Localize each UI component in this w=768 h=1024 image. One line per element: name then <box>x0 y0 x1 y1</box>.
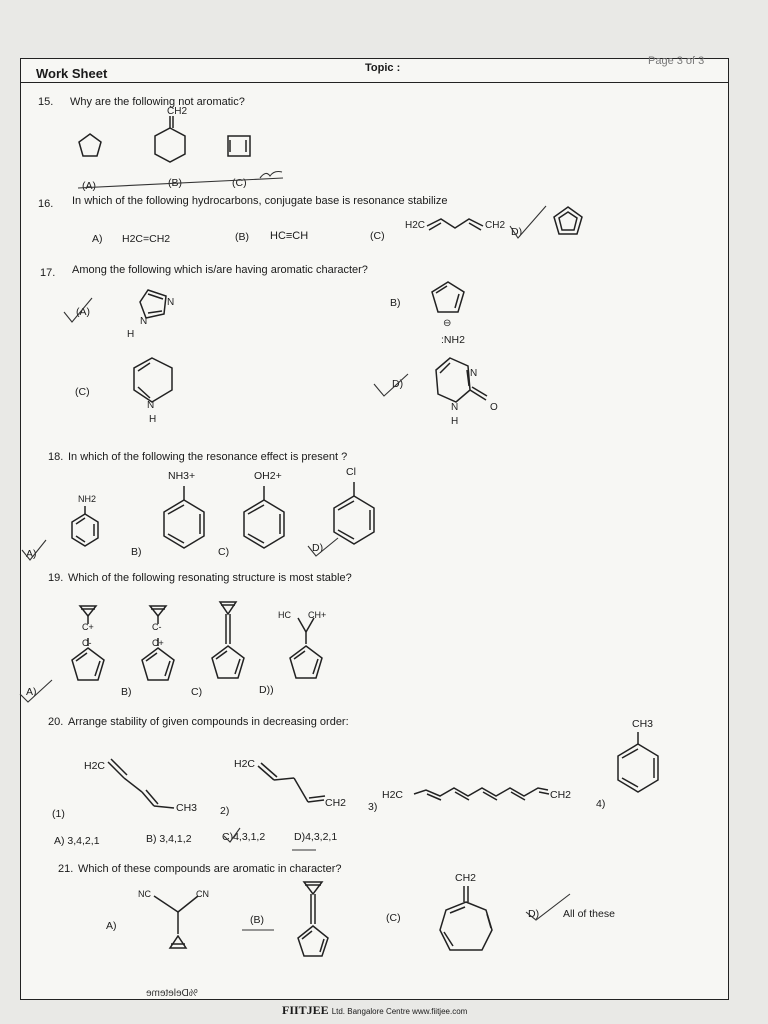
q17-b-cyclopentadienyl-anion <box>428 278 472 330</box>
q18-a-nh2: NH2 <box>78 494 97 504</box>
q20-opt-d[interactable]: D)4,3,2,1 <box>294 831 338 843</box>
q20-text: Arrange stability of given compounds in decreasing order: <box>68 716 349 728</box>
q18-opt-b[interactable]: B) <box>131 546 142 558</box>
page-number: Page 3 of 3 <box>648 55 705 67</box>
q20-label-3: 3) <box>368 801 378 813</box>
q17-c-h: H <box>149 414 157 425</box>
q16-c-right-label: CH2 <box>485 220 506 231</box>
q19-opt-b[interactable]: B) <box>121 686 132 698</box>
q17-d-check <box>372 370 412 400</box>
q15-ch2-label: CH2 <box>167 106 188 117</box>
q20-answer-marks <box>220 826 320 856</box>
q17-number: 17. <box>40 267 56 279</box>
q21-opt-b[interactable]: (B) <box>250 914 264 926</box>
q20-opt-c[interactable]: C)4,3,1,2 <box>222 831 266 843</box>
q16-opt-a[interactable]: A) <box>92 233 103 245</box>
q18-opt-a[interactable]: A) <box>26 548 37 560</box>
q21-d-text: All of these <box>563 908 615 920</box>
footer-text: Ltd. Bangalore Centre www.fiitjee.com <box>331 1007 468 1016</box>
q17-d-cytosine <box>424 350 504 426</box>
q17-b-minus: ⊖ <box>443 318 452 329</box>
q15-text: Why are the following not aromatic? <box>70 96 245 108</box>
q20-1-ch3: CH3 <box>176 802 198 814</box>
q19-b-cplus: C+ <box>152 638 164 648</box>
q17-d-n2: N <box>451 402 459 413</box>
q17-a-imidazole <box>126 284 206 344</box>
q19-b-cminus: C- <box>152 622 162 632</box>
q21-b-underline <box>240 926 280 934</box>
q17-opt-c[interactable]: (C) <box>75 386 90 398</box>
page-title: Work Sheet <box>36 66 108 81</box>
q17-d-o: O <box>490 402 498 413</box>
q17-a-n-bottom: N <box>140 316 148 327</box>
q15-structures <box>70 106 270 170</box>
q15-opt-b[interactable]: (B) <box>168 177 182 189</box>
q20-4-ch3: CH3 <box>632 718 654 730</box>
q20-label-1: (1) <box>52 808 65 820</box>
q19-a-cminus: C- <box>82 638 92 648</box>
q17-opt-a[interactable]: (A) <box>76 306 90 318</box>
q18-check-marks <box>20 536 350 566</box>
mirrored-watermark: %Deleteme <box>146 988 198 999</box>
q20-3-h2c: H2C <box>382 789 404 801</box>
q21-text: Which of these compounds are aromatic in character? <box>78 863 342 875</box>
q16-c-structure <box>405 212 515 238</box>
q21-a-cn: CN <box>196 889 209 899</box>
q19-opt-d[interactable]: D)) <box>259 684 274 696</box>
q18-number: 18. <box>48 451 64 463</box>
q17-a-h: H <box>127 329 135 340</box>
q16-d-structure <box>552 205 586 239</box>
q16-c-left-label: H2C <box>405 220 426 231</box>
q17-a-n-top: N <box>167 297 175 308</box>
header-divider <box>20 82 729 83</box>
q16-a-formula: H2C=CH2 <box>122 233 171 245</box>
q19-d-ch: CH+ <box>308 610 327 620</box>
topic-label: Topic : <box>365 62 401 74</box>
q21-structures <box>150 878 550 988</box>
q16-check-mark <box>506 204 552 244</box>
q16-text: In which of the following hydrocarbons, conjugate base is resonance stabilize <box>72 195 448 207</box>
q18-opt-d[interactable]: D) <box>312 542 324 554</box>
q20-2-h2c: H2C <box>234 758 256 770</box>
q17-d-nh2: :NH2 <box>441 334 465 346</box>
q21-opt-d[interactable]: D) <box>528 908 540 920</box>
q20-3-ch2: CH2 <box>550 789 572 801</box>
q19-check-mark <box>18 676 58 706</box>
q20-toluene <box>610 730 666 800</box>
q19-structures <box>60 596 340 696</box>
q21-opt-c[interactable]: (C) <box>386 912 401 924</box>
q18-text: In which of the following the resonance effect is present ? <box>68 451 348 463</box>
q19-d-hc: HC <box>278 610 291 620</box>
q17-text: Among the following which is/are having aromatic character? <box>72 264 368 276</box>
q18-d-cl: Cl <box>346 466 356 478</box>
footer-brand: FIITJEE <box>282 1003 329 1017</box>
q16-opt-b[interactable]: (B) <box>235 231 249 243</box>
q19-opt-a[interactable]: A) <box>26 686 37 698</box>
q19-opt-c[interactable]: C) <box>191 686 203 698</box>
q21-c-ch2: CH2 <box>455 872 477 884</box>
q17-c-n: N <box>147 400 155 411</box>
q18-b-nh3: NH3+ <box>168 470 196 482</box>
q17-c-dihydropyridine <box>128 352 184 428</box>
q19-number: 19. <box>48 572 64 584</box>
q21-number: 21. <box>58 863 74 875</box>
q16-number: 16. <box>38 198 54 210</box>
q20-opt-a[interactable]: A) 3,4,2,1 <box>54 835 100 847</box>
q19-a-cplus: C+ <box>82 622 94 632</box>
q17-opt-d[interactable]: D) <box>392 378 404 390</box>
q21-a-nc: NC <box>138 889 151 899</box>
q15-number: 15. <box>38 96 54 108</box>
q17-a-check <box>62 296 96 326</box>
q19-text: Which of the following resonating structure is most stable? <box>68 572 352 584</box>
q16-b-formula: HC≡CH <box>270 230 309 242</box>
q20-1-h2c: H2C <box>84 760 106 772</box>
q20-label-2: 2) <box>220 805 230 817</box>
q20-number: 20. <box>48 716 64 728</box>
q15-opt-c[interactable]: (C) <box>232 177 247 189</box>
q18-opt-c[interactable]: C) <box>218 546 230 558</box>
q16-opt-d[interactable]: D) <box>511 226 523 238</box>
q21-check-mark <box>524 892 574 924</box>
footer <box>282 1003 467 1018</box>
q20-opt-b[interactable]: B) 3,4,1,2 <box>146 833 192 845</box>
q21-opt-a[interactable]: A) <box>106 920 117 932</box>
q17-opt-b[interactable]: B) <box>390 297 401 309</box>
q17-d-n1: N <box>470 368 478 379</box>
q16-opt-c[interactable]: (C) <box>370 230 385 242</box>
q17-d-h: H <box>451 416 459 427</box>
q15-opt-a[interactable]: (A) <box>82 180 96 192</box>
q20-label-4: 4) <box>596 798 606 810</box>
q20-2-ch2: CH2 <box>325 797 347 809</box>
q15-strike-mark <box>78 168 288 194</box>
q18-c-oh2: OH2+ <box>254 470 282 482</box>
